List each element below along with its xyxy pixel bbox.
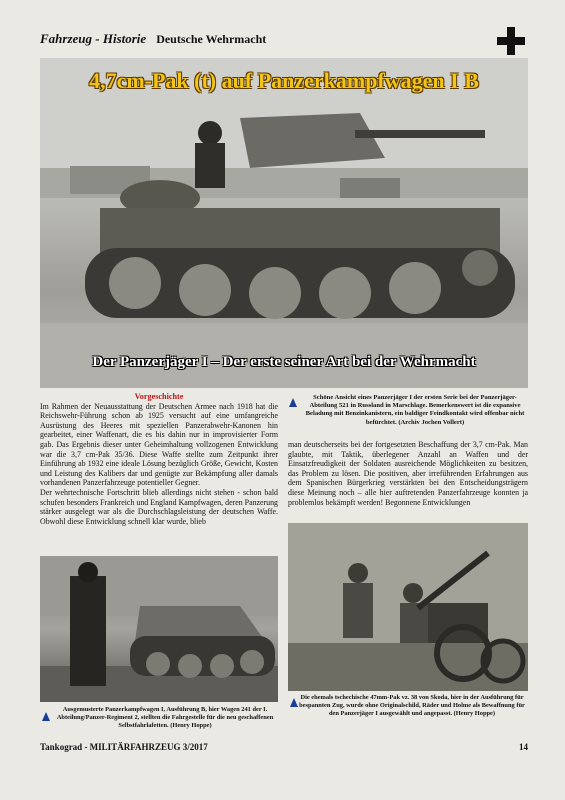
bottom-right-photo bbox=[288, 523, 528, 691]
page-number: 14 bbox=[519, 742, 528, 752]
left-text-column bbox=[40, 392, 278, 526]
photo-banner-caption: Der Panzerjäger I – Der erste seiner Art bei der Wehrmacht bbox=[92, 354, 476, 370]
article-title: 4,7cm-Pak (t) auf Panzerkampfwagen I B bbox=[89, 68, 479, 93]
tank-photo-illustration bbox=[40, 58, 528, 388]
caption-marker-icon bbox=[42, 712, 50, 721]
iron-cross-icon bbox=[497, 27, 525, 55]
bottom-left-caption: Ausgemusterte Panzerkampfwagen I, Ausführung B, hier Wagen 241 der I. Abteilung/Panzer-Regiment 2, stellten die Fahrgestelle für die neu geschaffenen Selbstfahrlafetten. (Henry Hoppe) bbox=[56, 706, 274, 729]
tank-side-illustration bbox=[40, 556, 278, 702]
page-header bbox=[40, 30, 530, 50]
series-title: Fahrzeug - Historie bbox=[40, 31, 147, 46]
main-photo-caption-text: Schöne Ansicht eines Panzerjäger I der ersten Serie bei der Panzerjäger-Abteilung 521 in Russland in Marschlage. Bemerkenswert ist die expansive Beladung mit Benzinkanistern, ein baldiger Feindkontakt wird offenbar nicht befürchtet. (Archiv Jochen Vollert) bbox=[305, 394, 525, 426]
publication-name: Tankograd - MILITÄRFAHRZEUG 3/2017 bbox=[40, 742, 208, 752]
section-heading: Vorgeschichte bbox=[134, 392, 184, 401]
bottom-right-caption: Die ehemals tschechische 47mm-Pak vz. 38 von Skoda, hier in der Ausführung für bespannten Zug, wurde ohne Originalschild, Räder und Holme als Bewaffnung für den Panzerjäger I ausgewählt und angepasst. (Henry Hoppe) bbox=[299, 694, 525, 717]
bottom-left-photo bbox=[40, 556, 278, 702]
main-photo-caption bbox=[288, 394, 528, 427]
series-subtitle: Deutsche Wehrmacht bbox=[156, 32, 267, 46]
main-photo bbox=[40, 58, 528, 388]
page-footer bbox=[40, 742, 528, 752]
right-text-column: man deutscherseits bei der fortgesetzten Beschaffung der 3,7 cm-Pak. Man glaubte, mit Taktik, überlegener Anzahl an Waffen und der Einsatzfreudigkeit der Soldaten ausreichende Möglichkeiten zu besitzen, das Problem zu lösen. Die positiven, aber irreführenden Erfahrungen aus dem Spanischen Bürgerkrieg verstärkten bei den Entscheidungsträgern diese Meinung noch – alle hier auftretenden Panzerfahrzeuge konnten ja problemlos bekämpft werden! Begonnene Entwicklungen bbox=[288, 440, 528, 507]
left-body-text: Im Rahmen der Neuausstattung der Deutschen Armee nach 1918 hat die Reichswehr-Führung schon ab 1925 versucht auf eine umfangreiche Ausrüstung des Heeres mit speziellen Panzerabwehr-Kanonen hin gearbeitet, einer Waffenart, die es bis dahin nur in improvisierter Form gab. Das Ergebnis dieser unter Geheimhaltung vollzogenen Entwicklung war die 3,7 cm-Pak 35/36. Diese Waffe stellte zum Zeitpunkt ihrer Einführung ab 1932 eine ideale Lösung bezüglich Größe, Gewicht, Kosten und Leistung des Kalibers dar und genügte zur Bekämpfung aller damals vorhandenen Panzerfahrzeuge potentieller Gegner. Der wehrtechnische Fortschritt blieb allerdings nicht stehen - schon bald schufen besonders Frankreich und England Kampfwagen, deren Panzerung stärker ausgelegt war als die Durchschlagsleistung der deutschen Waffe. Obwohl diese Entwicklung schnell klar wurde, blieb bbox=[40, 401, 278, 526]
antitank-gun-illustration bbox=[288, 523, 528, 691]
